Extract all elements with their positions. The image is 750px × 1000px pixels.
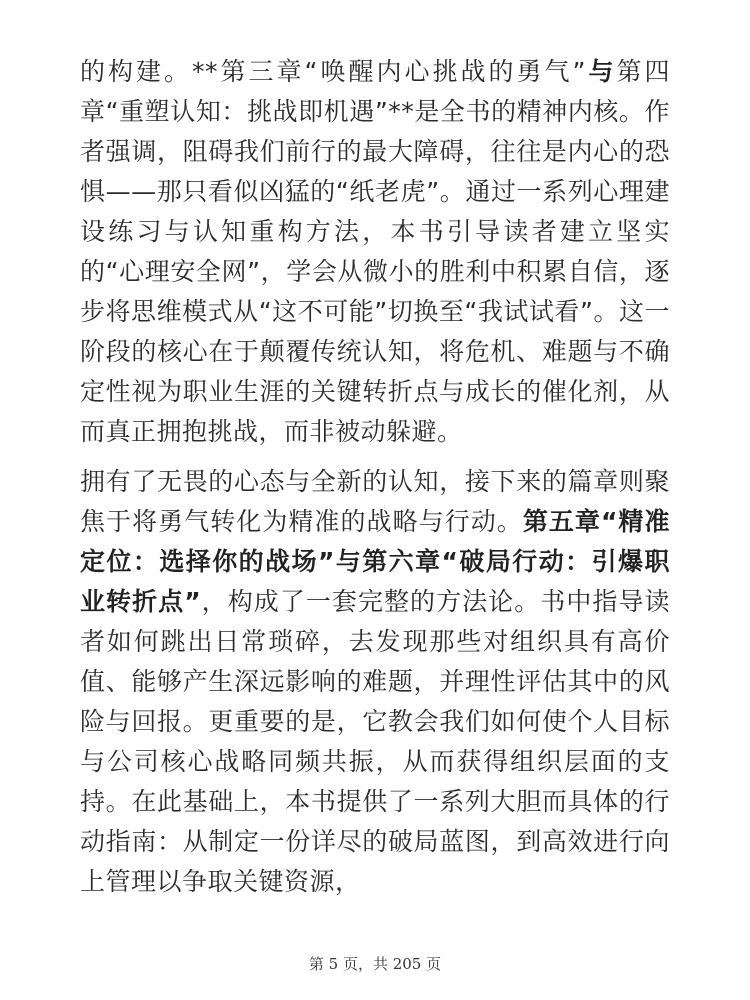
text-run: 拥有了无畏的心态与全新的认知，接下来的篇章则聚焦于将勇气转化为精准的战略与行动。 xyxy=(80,467,670,536)
body-text xyxy=(80,52,670,902)
text-run: 的构建。**第三章“唤醒内心挑战的勇气” xyxy=(80,57,586,86)
bold-text-run: 第五章“精准定位：选择你的战场”与第六章“破局行动：引爆职业转折点” xyxy=(80,507,670,616)
paragraph-2 xyxy=(80,462,670,902)
paragraph-1 xyxy=(80,52,670,452)
page-number-footer: 第 5 页，共 205 页 xyxy=(308,955,442,973)
bold-text-run: 与 xyxy=(585,57,617,86)
text-run: ，构成了一套完整的方法论。书中指导读者如何跳出日常琐碎，去发现那些对组织具有高价值、能够产生深远影响的难题，并理性评估其中的风险与回报。更重要的是，它教会我们如何使个人目标与公司核心战略同频共振，从而获得组织层面的支持。在此基础上，本书提供了一系列大胆而具体的行动指南：从制定一份详尽的破局蓝图，到高效进行向上管理以争取关键资源， xyxy=(80,587,670,896)
text-run: 第四章“重塑认知：挑战即机遇”**是全书的精神内核。作者强调，阻碍我们前行的最大障碍，往往是内心的恐惧——那只看似凶猛的“纸老虎”。通过一系列心理建设练习与认知重构方法，本书引导读者建立坚实的“心理安全网”，学会从微小的胜利中积累自信，逐步将思维模式从“这不可能”切换至“我试试看”。这一阶段的核心在于颠覆传统认知，将危机、难题与不确定性视为职业生涯的关键转折点与成长的催化剂，从而真正拥抱挑战，而非被动躲避。 xyxy=(80,57,670,446)
